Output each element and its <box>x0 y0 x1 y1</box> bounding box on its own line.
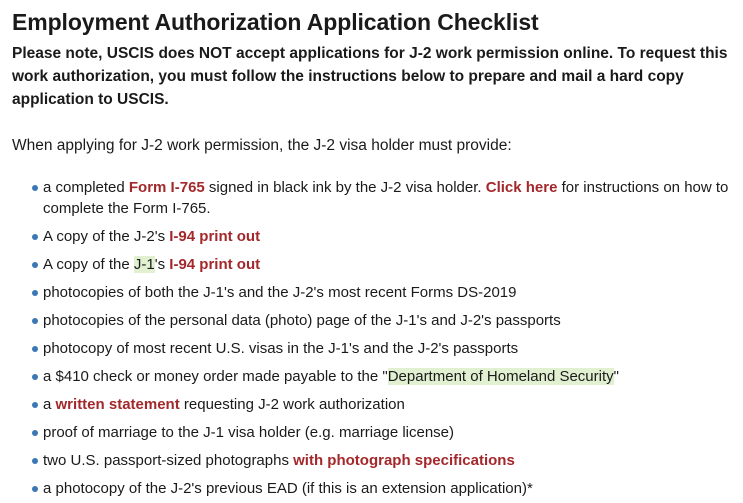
click-here-link[interactable]: Click here <box>485 179 558 196</box>
j2-i94-link[interactable]: I-94 print out <box>169 228 261 245</box>
item-text: a photocopy of the J-2's previous EAD (if this is an extension application)* <box>43 480 533 497</box>
highlighted-text: Department of Homeland Security <box>387 368 614 385</box>
list-item <box>32 254 743 275</box>
item-text: two U.S. passport-sized photographs <box>43 452 294 469</box>
item-text: " <box>613 368 619 385</box>
item-text: photocopies of both the J-1's and the J-2's most recent Forms DS-2019 <box>43 284 517 301</box>
item-text: a $410 check or money order made payable to the " <box>43 368 388 385</box>
form-i765-link[interactable]: Form I-765 <box>128 179 205 196</box>
photo-specifications-link[interactable]: with photograph specifications <box>293 452 515 469</box>
item-text: proof of marriage to the J-1 visa holder (e.g. marriage license) <box>43 424 455 441</box>
page-title: Employment Authorization Application Checklist <box>12 9 539 35</box>
highlighted-text: J-1 <box>133 256 155 273</box>
list-item <box>32 310 743 331</box>
item-text: 's <box>154 256 170 273</box>
list-item <box>32 422 743 443</box>
item-text: photocopy of most recent U.S. visas in the J-1's and the J-2's passports <box>43 340 519 357</box>
item-text: a <box>43 396 56 413</box>
item-text: A copy of the J-2's <box>43 228 170 245</box>
important-note: Please note, USCIS does NOT accept applications for J-2 work permission online. To request this work authorization, you must follow the instructions below to prepare and mail a hard copy application to USCIS. <box>12 45 728 108</box>
list-item <box>32 282 743 303</box>
list-item <box>32 226 743 247</box>
j1-i94-link[interactable]: I-94 print out <box>169 256 261 273</box>
list-item <box>32 338 743 359</box>
list-item <box>32 450 743 471</box>
list-item <box>32 394 743 415</box>
intro-text: When applying for J-2 work permission, the J-2 visa holder must provide: <box>12 137 512 154</box>
item-text: photocopies of the personal data (photo) page of the J-1's and J-2's passports <box>43 312 561 329</box>
list-item <box>32 478 743 499</box>
list-item <box>32 177 743 219</box>
item-text: A copy of the <box>43 256 134 273</box>
item-text: signed in black ink by the J-2 visa holder. <box>204 179 486 196</box>
list-item <box>32 366 743 387</box>
checklist <box>12 177 743 499</box>
item-text: for instructions on how to complete the Form I-765. <box>43 179 729 217</box>
written-statement-link[interactable]: written statement <box>55 396 180 413</box>
item-text: a completed <box>43 179 129 196</box>
item-text: requesting J-2 work authorization <box>179 396 405 413</box>
